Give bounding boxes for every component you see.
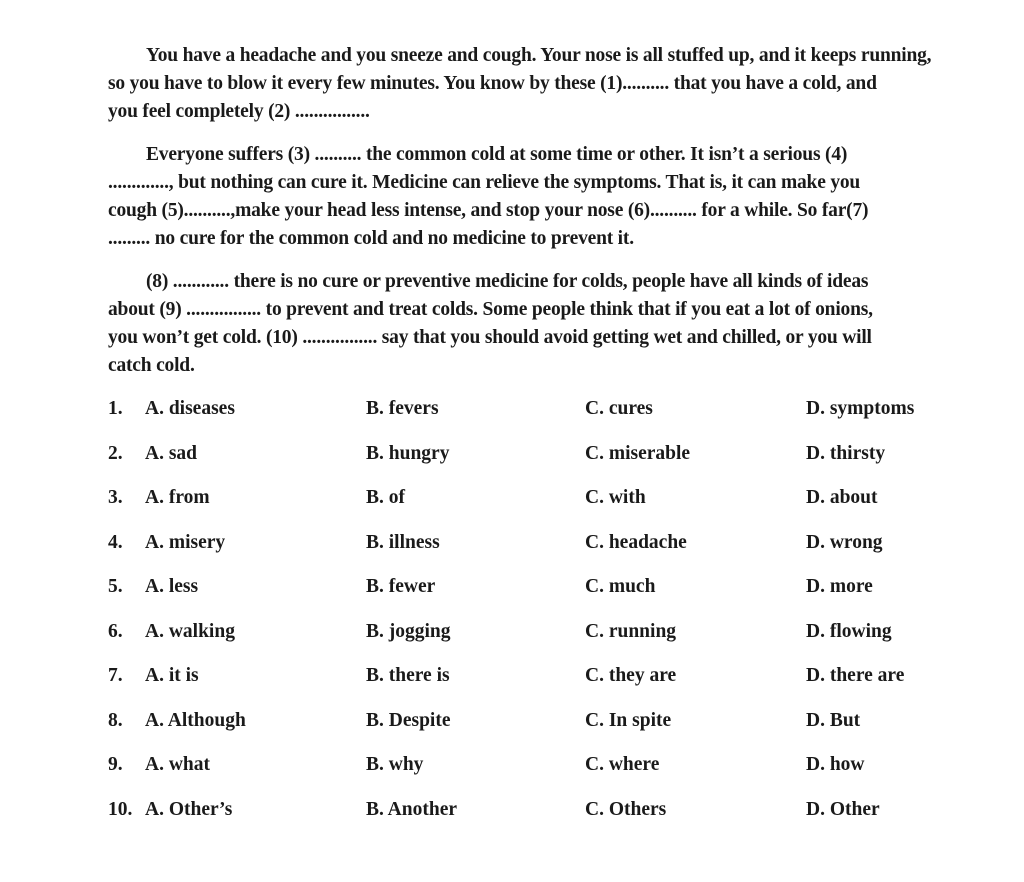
option-a: A. misery [145,531,226,553]
option-b: B. fewer [366,576,436,597]
option-b: B. jogging [366,620,451,642]
question-number: 4. [108,531,123,553]
option-a: A. it is [145,665,199,686]
option-a: A. sad [145,442,198,464]
passage-paragraph-1 [108,42,1008,126]
option-b: B. there is [366,665,450,686]
passage-line: You have a headache and you sneeze and cough. Your nose is all stuffed up, and it keeps running, [146,45,932,66]
option-d: D. But [806,709,861,731]
option-c: C. they are [585,665,677,686]
question-number: 3. [108,487,123,508]
passage-line: you won’t get cold. (10) ................ say that you should avoid getting wet and chilled, or you will [108,327,872,348]
question-row [108,572,1008,617]
option-c: C. with [585,487,646,508]
question-row [108,528,1008,573]
passage-line: about (9) ................ to prevent and treat colds. Some people think that if you eat a lot of onions, [108,299,873,320]
answer-options-table [108,394,1008,839]
option-b: B. Another [366,798,458,820]
option-b: B. why [366,754,424,775]
question-row [108,661,1008,706]
passage-paragraph-3 [108,268,1008,380]
option-d: D. more [806,576,873,597]
option-b: B. Despite [366,709,451,731]
question-number: 5. [108,576,123,597]
passage-line: Everyone suffers (3) .......... the common cold at some time or other. It isn’t a serious (4) [146,144,848,165]
option-c: C. cures [585,398,653,419]
option-d: D. symptoms [806,398,915,419]
option-c: C. headache [585,531,687,553]
option-c: C. much [585,576,656,597]
question-number: 9. [108,754,123,775]
option-a: A. what [145,754,211,775]
passage-line: ......... no cure for the common cold and no medicine to prevent it. [108,228,634,249]
option-d: D. thirsty [806,442,886,464]
question-row [108,795,1008,840]
question-row [108,750,1008,795]
option-a: A. Although [145,709,246,731]
option-d: D. Other [806,798,880,820]
option-b: B. hungry [366,442,450,464]
passage-line: catch cold. [108,355,195,376]
question-number: 10. [108,798,133,820]
option-c: C. In spite [585,709,672,731]
passage-line: cough (5)..........,make your head less intense, and stop your nose (6).......... for a while. So far(7) [108,200,869,221]
option-d: D. wrong [806,531,883,553]
question-number: 1. [108,398,123,419]
question-number: 7. [108,665,123,686]
question-row [108,706,1008,751]
question-row [108,617,1008,662]
passage-paragraph-2 [108,141,1008,253]
option-b: B. of [366,487,405,508]
option-b: B. illness [366,531,440,553]
passage-line: (8) ............ there is no cure or preventive medicine for colds, people have all kinds of ideas [146,271,869,292]
option-c: C. Others [585,798,667,820]
option-b: B. fevers [366,398,439,419]
question-number: 2. [108,442,123,464]
option-d: D. about [806,487,878,508]
question-row [108,439,1008,484]
option-a: A. diseases [145,398,235,419]
question-number: 6. [108,620,123,642]
passage-line: so you have to blow it every few minutes. You know by these (1).......... that you have a cold, and [108,73,877,94]
question-number: 8. [108,709,123,731]
option-a: A. Other’s [145,798,233,820]
option-a: A. from [145,487,210,508]
option-c: C. running [585,620,677,642]
option-d: D. flowing [806,620,892,642]
option-a: A. less [145,576,199,597]
question-row [108,394,1008,439]
option-d: D. there are [806,665,905,686]
option-d: D. how [806,754,865,775]
passage-line: ............., but nothing can cure it. Medicine can relieve the symptoms. That is, it can make you [108,172,861,193]
option-c: C. where [585,754,660,775]
question-row [108,483,1008,528]
option-c: C. miserable [585,442,691,464]
passage-line: you feel completely (2) ................ [108,101,370,122]
option-a: A. walking [145,620,235,642]
